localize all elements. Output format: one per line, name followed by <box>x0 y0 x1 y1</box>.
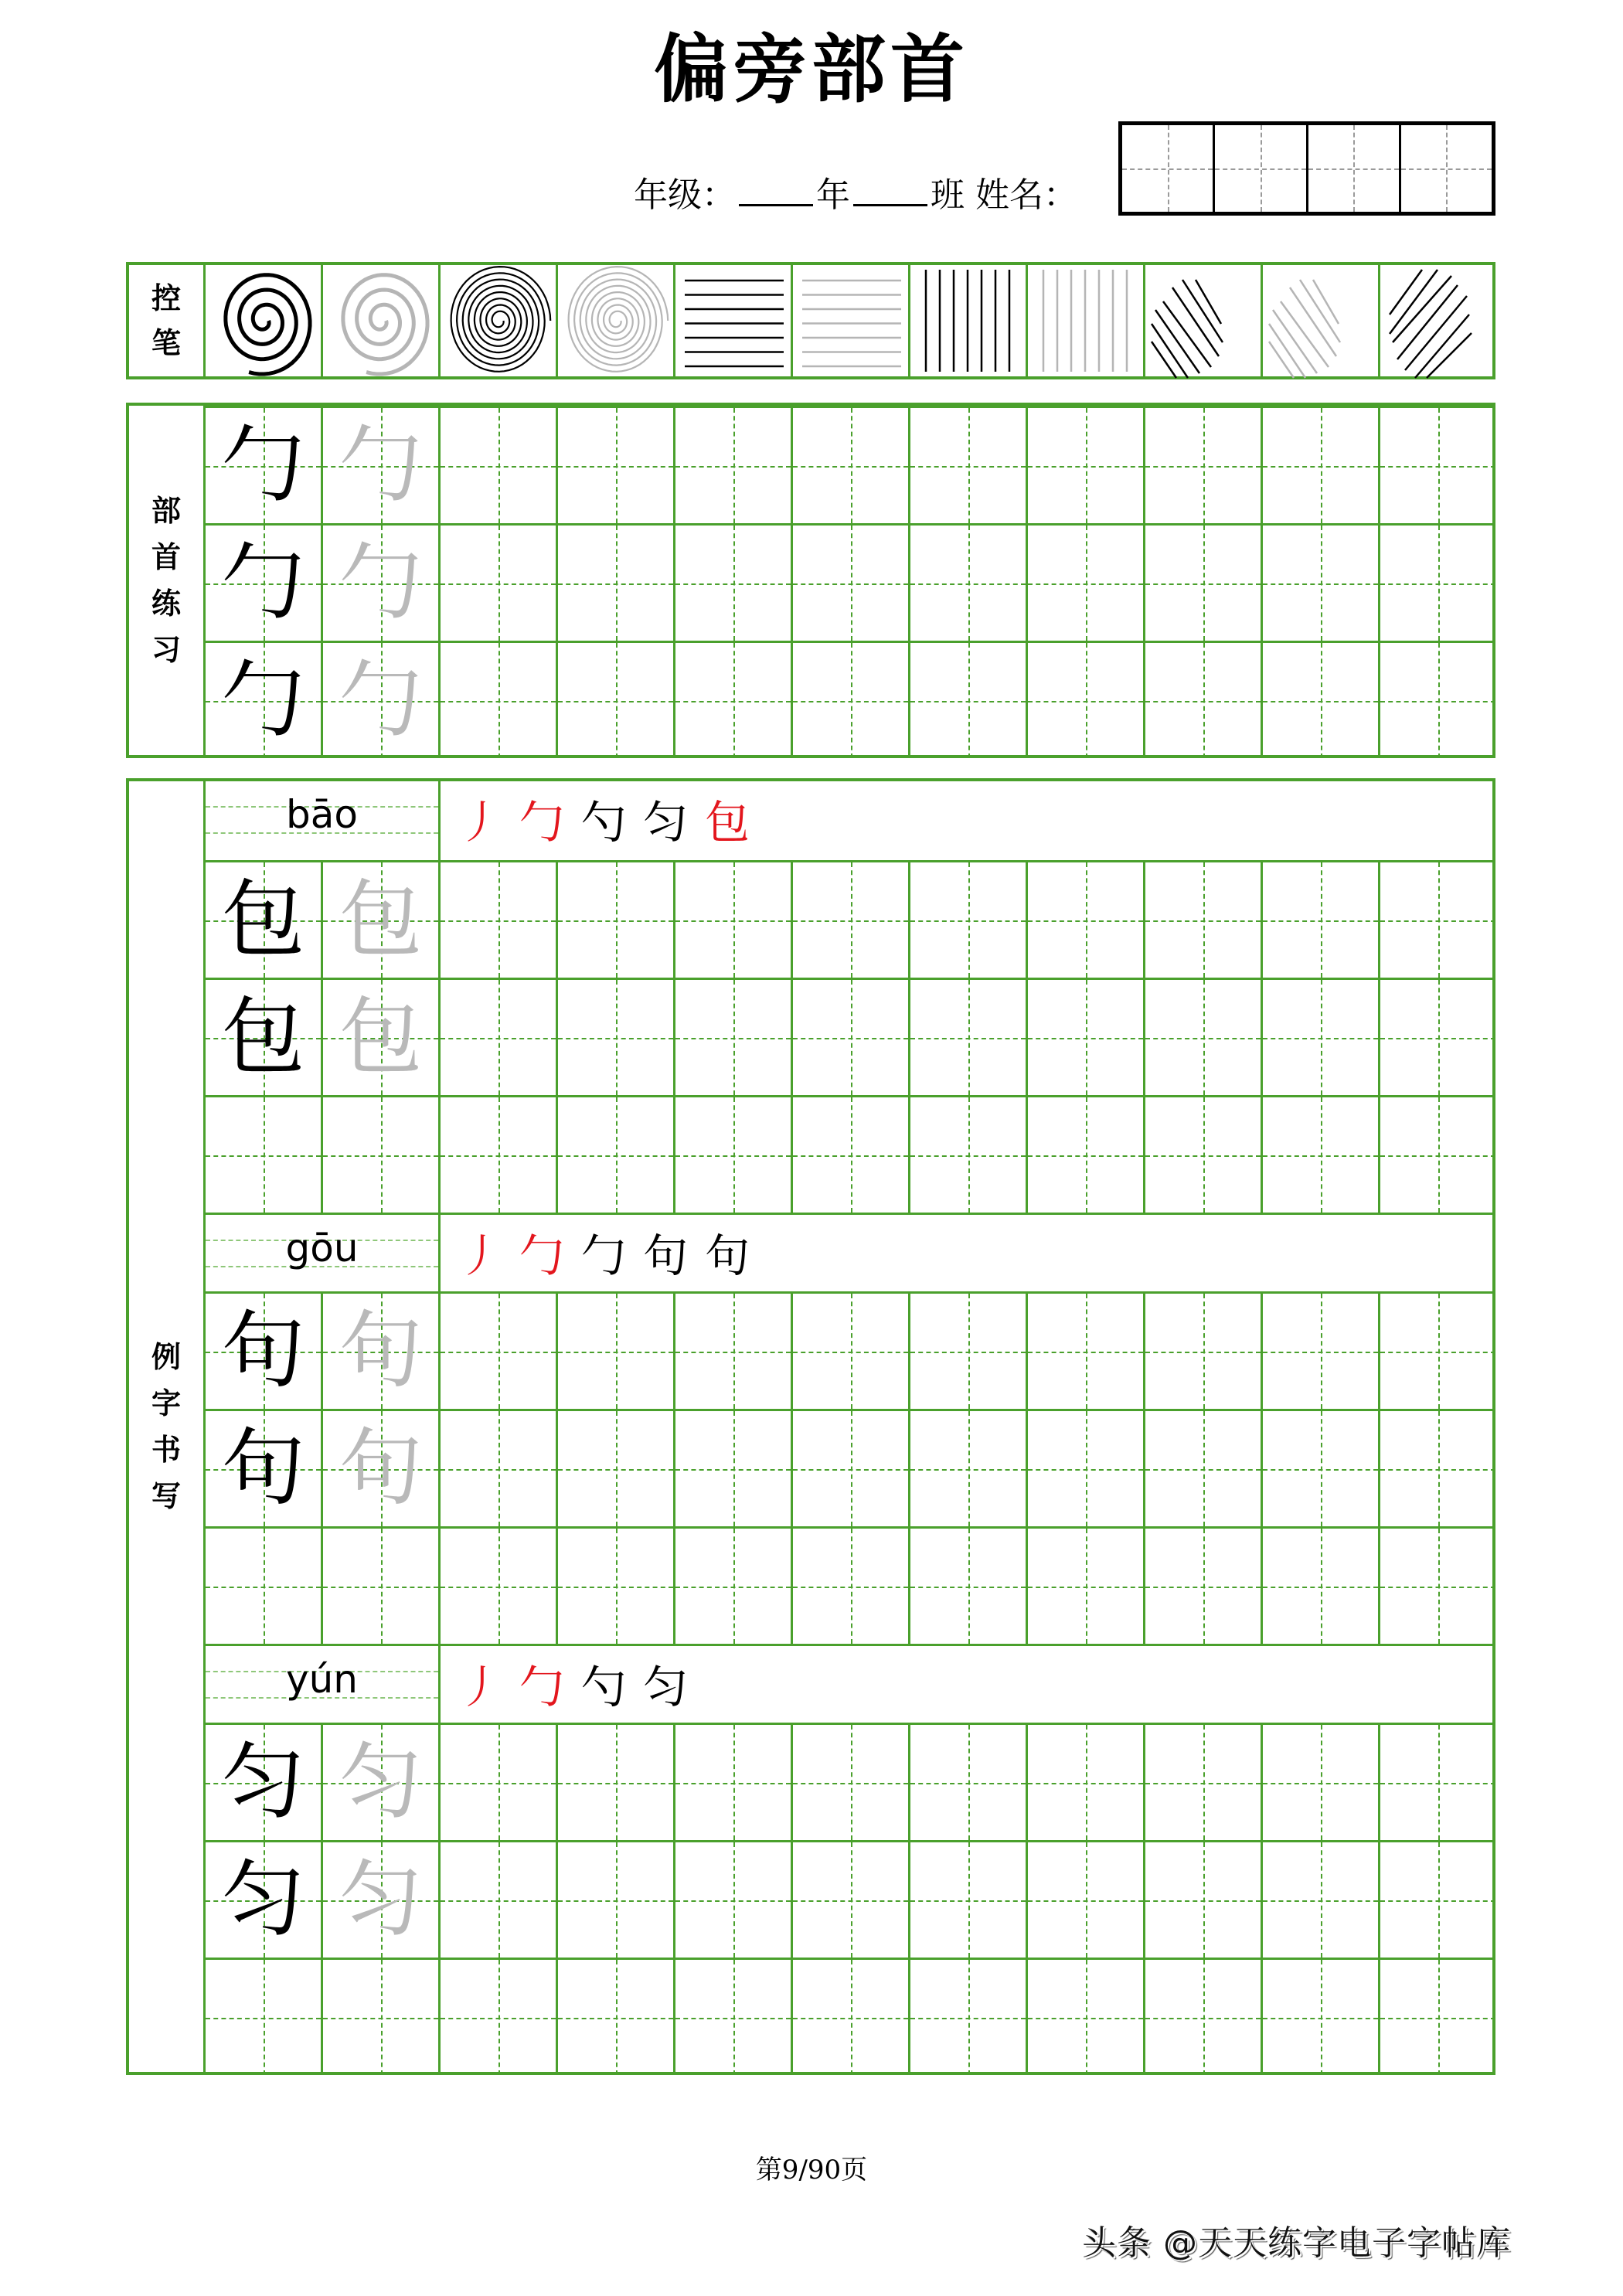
writing-cell[interactable] <box>1026 1840 1143 1958</box>
practice-cell[interactable] <box>673 641 791 758</box>
writing-cell[interactable] <box>908 860 1026 978</box>
writing-cell[interactable] <box>791 1723 908 1840</box>
writing-cell[interactable] <box>203 1723 321 1840</box>
class-blank[interactable] <box>853 173 927 206</box>
writing-cell[interactable] <box>438 1723 556 1840</box>
pen-control-pattern-vertical <box>908 262 1026 379</box>
writing-cell[interactable] <box>556 1291 673 1409</box>
watermark: 头条 @天天练字电子字帖库 <box>1082 2223 1511 2263</box>
diag-down-pattern-icon <box>1263 262 1380 379</box>
stroke-step: 勹 <box>519 1661 565 1713</box>
spiral-thick-pattern-icon <box>323 262 441 379</box>
writing-cell[interactable] <box>1026 1526 1143 1644</box>
model-character: 句 <box>221 1420 305 1517</box>
practice-cell[interactable] <box>1378 641 1495 758</box>
writing-cell[interactable] <box>791 1958 908 2075</box>
practice-cell[interactable] <box>321 406 438 523</box>
label-char: 首 <box>151 539 181 574</box>
writing-cell[interactable] <box>908 1095 1026 1213</box>
practice-cell[interactable] <box>673 406 791 523</box>
writing-cell[interactable] <box>791 1840 908 1958</box>
practice-cell[interactable] <box>556 523 673 641</box>
writing-cell[interactable] <box>321 1409 438 1526</box>
label-char: 练 <box>151 586 181 621</box>
writing-cell[interactable] <box>1378 860 1495 978</box>
writing-cell[interactable] <box>556 1409 673 1526</box>
writing-cell[interactable] <box>1143 1291 1261 1409</box>
writing-cell[interactable] <box>1261 1958 1378 2075</box>
pinyin-text: gōu <box>285 1226 359 1270</box>
writing-cell[interactable] <box>1143 1526 1261 1644</box>
name-cell[interactable] <box>1215 125 1308 212</box>
writing-cell[interactable] <box>438 860 556 978</box>
writing-cell[interactable] <box>556 978 673 1095</box>
pen-control-pattern-horizontal <box>673 262 791 379</box>
practice-cell[interactable] <box>1026 523 1143 641</box>
writing-cell[interactable] <box>1143 1095 1261 1213</box>
writing-cell[interactable] <box>203 1291 321 1409</box>
writing-cell[interactable] <box>908 1526 1026 1644</box>
name-cell[interactable] <box>1308 125 1401 212</box>
diag-down-pattern-icon <box>1145 262 1263 379</box>
writing-cell[interactable] <box>203 1958 321 2075</box>
label-char: 笔 <box>151 325 181 360</box>
model-character: 包 <box>221 871 305 968</box>
practice-cell[interactable] <box>791 641 908 758</box>
model-character: 匀 <box>221 1851 305 1948</box>
diag-up-pattern-icon <box>1380 262 1498 379</box>
writing-cell[interactable] <box>556 1095 673 1213</box>
pinyin-text: yún <box>286 1657 358 1702</box>
student-info-line <box>634 168 1077 223</box>
pen-control-pattern-vertical <box>1026 262 1143 379</box>
stroke-step: 匀 <box>643 1661 689 1713</box>
trace-character: 包 <box>339 871 423 968</box>
writing-cell[interactable] <box>1261 860 1378 978</box>
writing-cell[interactable] <box>1378 1409 1495 1526</box>
writing-cell[interactable] <box>908 1291 1026 1409</box>
radical-practice-label <box>129 406 203 755</box>
writing-cell[interactable] <box>1026 1723 1143 1840</box>
practice-cell[interactable] <box>1143 406 1261 523</box>
label-char: 习 <box>151 632 181 667</box>
writing-cell[interactable] <box>673 1095 791 1213</box>
practice-cell[interactable] <box>1261 406 1378 523</box>
writing-cell[interactable] <box>556 1958 673 2075</box>
writing-cell[interactable] <box>203 860 321 978</box>
writing-cell[interactable] <box>1026 1409 1143 1526</box>
practice-cell[interactable] <box>203 523 321 641</box>
writing-cell[interactable] <box>556 860 673 978</box>
stroke-step: 勹 <box>519 1230 565 1282</box>
writing-cell[interactable] <box>908 1840 1026 1958</box>
writing-cell[interactable] <box>556 1840 673 1958</box>
practice-cell[interactable] <box>1261 523 1378 641</box>
practice-cell[interactable] <box>1378 523 1495 641</box>
writing-cell[interactable] <box>438 1840 556 1958</box>
writing-cell[interactable] <box>1261 1526 1378 1644</box>
writing-cell[interactable] <box>1143 1958 1261 2075</box>
writing-cell[interactable] <box>321 860 438 978</box>
practice-cell[interactable] <box>1143 641 1261 758</box>
writing-cell[interactable] <box>673 1723 791 1840</box>
trace-character: 勹 <box>339 417 423 514</box>
practice-cell[interactable] <box>1143 523 1261 641</box>
practice-cell[interactable] <box>438 523 556 641</box>
horizontal-pattern-icon <box>793 262 910 379</box>
writing-cell[interactable] <box>1378 1723 1495 1840</box>
writing-cell[interactable] <box>673 1958 791 2075</box>
trace-character: 勹 <box>339 534 423 631</box>
practice-cell[interactable] <box>203 641 321 758</box>
practice-cell[interactable] <box>908 523 1026 641</box>
page-title: 偏旁部首 <box>654 26 969 113</box>
writing-cell[interactable] <box>203 978 321 1095</box>
example-writing-label <box>129 781 203 2072</box>
writing-cell[interactable] <box>556 1526 673 1644</box>
writing-cell[interactable] <box>1026 860 1143 978</box>
pen-control-pattern-spiral-thick <box>321 262 438 379</box>
writing-cell[interactable] <box>908 978 1026 1095</box>
writing-cell[interactable] <box>1143 1409 1261 1526</box>
writing-cell[interactable] <box>321 1723 438 1840</box>
stroke-step: 勺 <box>581 796 627 849</box>
year-label: 年 <box>816 175 850 215</box>
spiral-fine-pattern-icon <box>558 262 675 379</box>
trace-character: 句 <box>339 1302 423 1400</box>
trace-character: 包 <box>339 988 423 1086</box>
grade-blank[interactable] <box>739 173 813 206</box>
model-character: 包 <box>221 988 305 1086</box>
pinyin-text: bāo <box>286 792 358 837</box>
stroke-order-row <box>438 1213 1492 1291</box>
pen-control-pattern-spiral-thick <box>203 262 321 379</box>
trace-character: 匀 <box>339 1851 423 1948</box>
practice-cell[interactable] <box>203 406 321 523</box>
writing-cell[interactable] <box>438 1291 556 1409</box>
stroke-step: 勹 <box>519 796 565 849</box>
practice-cell[interactable] <box>438 641 556 758</box>
stroke-step: 匀 <box>643 796 689 849</box>
writing-cell[interactable] <box>1378 1291 1495 1409</box>
class-label: 班 <box>931 175 965 215</box>
writing-cell[interactable] <box>1143 1723 1261 1840</box>
label-char: 书 <box>151 1432 181 1467</box>
writing-cell[interactable] <box>1143 978 1261 1095</box>
pen-control-pattern-spiral-fine <box>556 262 673 379</box>
page-number: 第9/90页 <box>755 2155 868 2185</box>
writing-cell[interactable] <box>1378 1095 1495 1213</box>
pen-control-label <box>129 265 203 376</box>
practice-cell[interactable] <box>791 523 908 641</box>
stroke-step: 勹 <box>581 1230 627 1282</box>
writing-cell[interactable] <box>1026 1291 1143 1409</box>
writing-cell[interactable] <box>1378 1526 1495 1644</box>
practice-cell[interactable] <box>908 641 1026 758</box>
practice-cell[interactable] <box>321 641 438 758</box>
model-character: 勹 <box>221 534 305 631</box>
writing-cell[interactable] <box>1261 1409 1378 1526</box>
writing-cell[interactable] <box>1026 1095 1143 1213</box>
writing-cell[interactable] <box>673 1291 791 1409</box>
writing-cell[interactable] <box>673 978 791 1095</box>
writing-cell[interactable] <box>791 1526 908 1644</box>
writing-cell[interactable] <box>1026 978 1143 1095</box>
writing-cell[interactable] <box>791 860 908 978</box>
writing-cell[interactable] <box>1261 978 1378 1095</box>
writing-cell[interactable] <box>1261 1095 1378 1213</box>
writing-cell[interactable] <box>321 1840 438 1958</box>
model-character: 句 <box>221 1302 305 1400</box>
writing-cell[interactable] <box>791 978 908 1095</box>
name-label: 姓名： <box>975 175 1077 215</box>
label-char: 控 <box>151 281 181 315</box>
pen-control-pattern-diag-down <box>1261 262 1378 379</box>
horizontal-pattern-icon <box>675 262 793 379</box>
model-character: 勹 <box>221 417 305 514</box>
writing-cell[interactable] <box>1261 1291 1378 1409</box>
pinyin-cell <box>203 1213 438 1291</box>
grade-label: 年级： <box>634 175 736 215</box>
practice-cell[interactable] <box>556 641 673 758</box>
practice-cell[interactable] <box>673 523 791 641</box>
name-cell[interactable] <box>1401 125 1492 212</box>
vertical-pattern-icon <box>1028 262 1145 379</box>
practice-cell[interactable] <box>556 406 673 523</box>
practice-cell[interactable] <box>321 523 438 641</box>
model-character: 勹 <box>221 651 305 749</box>
writing-cell[interactable] <box>438 1958 556 2075</box>
writing-cell[interactable] <box>203 1095 321 1213</box>
writing-cell[interactable] <box>908 1723 1026 1840</box>
pen-control-pattern-horizontal <box>791 262 908 379</box>
writing-cell[interactable] <box>203 1409 321 1526</box>
spiral-thick-pattern-icon <box>206 262 323 379</box>
writing-cell[interactable] <box>1026 1958 1143 2075</box>
stroke-step: 丿 <box>458 796 503 849</box>
trace-character: 匀 <box>339 1733 423 1831</box>
label-char: 部 <box>151 493 181 528</box>
practice-cell[interactable] <box>1378 406 1495 523</box>
vertical-pattern-icon <box>910 262 1028 379</box>
writing-cell[interactable] <box>673 1840 791 1958</box>
writing-cell[interactable] <box>438 1526 556 1644</box>
writing-cell[interactable] <box>791 1409 908 1526</box>
stroke-step: 勺 <box>581 1661 627 1713</box>
stroke-order-row <box>438 1644 1492 1723</box>
trace-character: 勹 <box>339 651 423 749</box>
practice-cell[interactable] <box>1026 641 1143 758</box>
writing-cell[interactable] <box>438 978 556 1095</box>
writing-cell[interactable] <box>673 860 791 978</box>
writing-cell[interactable] <box>673 1526 791 1644</box>
writing-cell[interactable] <box>1143 860 1261 978</box>
writing-cell[interactable] <box>203 1840 321 1958</box>
label-char: 例 <box>151 1339 181 1374</box>
writing-cell[interactable] <box>438 1409 556 1526</box>
pen-control-pattern-diag-up <box>1378 262 1495 379</box>
pen-control-pattern-diag-down <box>1143 262 1261 379</box>
writing-cell[interactable] <box>791 1291 908 1409</box>
writing-cell[interactable] <box>321 978 438 1095</box>
stroke-step: 句 <box>705 1230 750 1282</box>
label-char: 写 <box>151 1478 181 1513</box>
pinyin-cell <box>203 1644 438 1723</box>
writing-cell[interactable] <box>321 1291 438 1409</box>
stroke-step: 包 <box>705 796 750 849</box>
writing-cell[interactable] <box>908 1958 1026 2075</box>
stroke-step: 丿 <box>458 1661 503 1713</box>
practice-cell[interactable] <box>1026 406 1143 523</box>
writing-cell[interactable] <box>1261 1723 1378 1840</box>
model-character: 匀 <box>221 1733 305 1831</box>
writing-cell[interactable] <box>791 1095 908 1213</box>
writing-cell[interactable] <box>1261 1840 1378 1958</box>
writing-cell[interactable] <box>321 1526 438 1644</box>
writing-cell[interactable] <box>556 1723 673 1840</box>
writing-cell[interactable] <box>438 1095 556 1213</box>
label-char: 字 <box>151 1386 181 1420</box>
practice-cell[interactable] <box>1261 641 1378 758</box>
pinyin-cell <box>203 781 438 860</box>
spiral-fine-pattern-icon <box>441 262 558 379</box>
writing-cell[interactable] <box>1378 978 1495 1095</box>
stroke-step: 丿 <box>458 1230 503 1282</box>
writing-cell[interactable] <box>321 1958 438 2075</box>
trace-character: 句 <box>339 1420 423 1517</box>
stroke-order-row <box>438 781 1492 860</box>
name-cell[interactable] <box>1122 125 1215 212</box>
writing-cell[interactable] <box>321 1095 438 1213</box>
stroke-step: 句 <box>643 1230 689 1282</box>
pen-control-pattern-spiral-fine <box>438 262 556 379</box>
writing-cell[interactable] <box>673 1409 791 1526</box>
practice-cell[interactable] <box>438 406 556 523</box>
writing-cell[interactable] <box>1143 1840 1261 1958</box>
writing-cell[interactable] <box>908 1409 1026 1526</box>
writing-cell[interactable] <box>1378 1840 1495 1958</box>
name-box[interactable] <box>1118 121 1495 216</box>
practice-cell[interactable] <box>791 406 908 523</box>
writing-cell[interactable] <box>1378 1958 1495 2075</box>
practice-cell[interactable] <box>908 406 1026 523</box>
writing-cell[interactable] <box>203 1526 321 1644</box>
